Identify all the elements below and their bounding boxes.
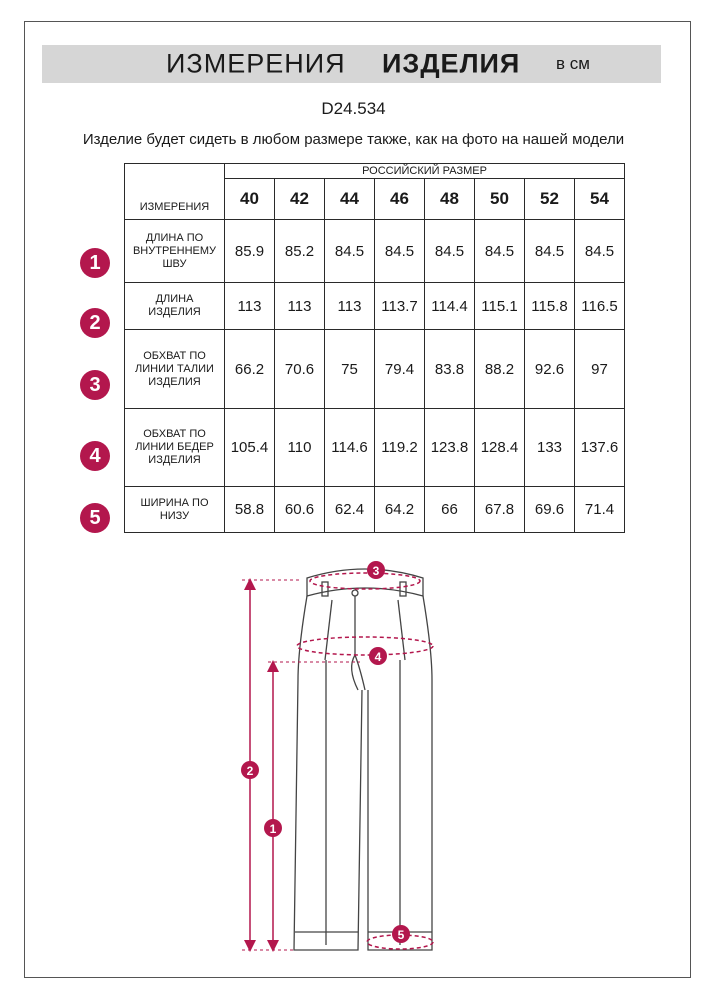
table-cell: 84.5 — [325, 220, 375, 283]
marker-5 — [392, 925, 410, 943]
row-label: ДЛИНА ПО ВНУТРЕННЕМУ ШВУ — [125, 220, 225, 283]
title-part-1: ИЗМЕРЕНИЯ — [166, 48, 346, 79]
title-part-2: ИЗДЕЛИЯ — [382, 48, 521, 79]
table-cell: 70.6 — [275, 330, 325, 409]
marker-1 — [264, 819, 282, 837]
table-cell: 137.6 — [575, 409, 625, 487]
waist-measurement — [310, 573, 420, 589]
table-cell: 84.5 — [575, 220, 625, 283]
table-cell: 119.2 — [375, 409, 425, 487]
row-number-badge: 5 — [80, 503, 110, 533]
table-cell: 84.5 — [425, 220, 475, 283]
table-cell: 133 — [525, 409, 575, 487]
table-cell: 110 — [275, 409, 325, 487]
measurement-header: ИЗМЕРЕНИЯ — [125, 164, 225, 220]
svg-text:2: 2 — [246, 764, 254, 778]
table-cell: 60.6 — [275, 487, 325, 533]
svg-text:1: 1 — [269, 822, 277, 836]
marker-2 — [241, 761, 259, 779]
table-cell: 115.8 — [525, 283, 575, 330]
title-unit: в см — [556, 54, 590, 73]
size-header-cell: 40 — [225, 179, 275, 220]
row-number-badge: 2 — [80, 308, 110, 338]
table-cell: 62.4 — [325, 487, 375, 533]
table-cell: 114.4 — [425, 283, 475, 330]
svg-text:3: 3 — [372, 564, 380, 578]
table-cell: 85.2 — [275, 220, 325, 283]
table-cell: 113 — [225, 283, 275, 330]
svg-text:5: 5 — [397, 928, 405, 942]
table-cell: 113 — [325, 283, 375, 330]
marker-3 — [367, 561, 385, 579]
row-number-badge: 3 — [80, 370, 110, 400]
table-cell: 67.8 — [475, 487, 525, 533]
table-cell: 64.2 — [375, 487, 425, 533]
table-cell: 84.5 — [525, 220, 575, 283]
table-cell: 69.6 — [525, 487, 575, 533]
size-system-header: РОССИЙСКИЙ РАЗМЕР — [225, 164, 625, 179]
hip-measurement — [297, 637, 433, 655]
table-cell: 114.6 — [325, 409, 375, 487]
table-cell: 84.5 — [475, 220, 525, 283]
table-cell: 75 — [325, 330, 375, 409]
table-cell: 115.1 — [475, 283, 525, 330]
svg-text:4: 4 — [374, 650, 382, 664]
trousers-outline — [294, 569, 432, 950]
table-cell: 58.8 — [225, 487, 275, 533]
marker-4 — [369, 647, 387, 665]
table-cell: 123.8 — [425, 409, 475, 487]
table-cell: 79.4 — [375, 330, 425, 409]
row-number-badge: 1 — [80, 248, 110, 278]
table-cell: 113.7 — [375, 283, 425, 330]
size-header-cell: 42 — [275, 179, 325, 220]
row-label: ОБХВАТ ПО ЛИНИИ БЕДЕР ИЗДЕЛИЯ — [125, 409, 225, 487]
table-cell: 88.2 — [475, 330, 525, 409]
row-number-badge: 4 — [80, 441, 110, 471]
table-cell: 113 — [275, 283, 325, 330]
row-label: ОБХВАТ ПО ЛИНИИ ТАЛИИ ИЗДЕЛИЯ — [125, 330, 225, 409]
size-header-cell: 52 — [525, 179, 575, 220]
table-cell: 105.4 — [225, 409, 275, 487]
size-header-cell: 46 — [375, 179, 425, 220]
inseam-measurement — [268, 662, 360, 946]
fit-note: Изделие будет сидеть в любом размере также, как на фото на нашей модели — [82, 131, 625, 148]
table-cell: 66 — [425, 487, 475, 533]
size-header-cell: 54 — [575, 179, 625, 220]
row-label: ШИРИНА ПО НИЗУ — [125, 487, 225, 533]
size-header-cell: 44 — [325, 179, 375, 220]
table-cell: 97 — [575, 330, 625, 409]
row-label: ДЛИНА ИЗДЕЛИЯ — [125, 283, 225, 330]
table-cell: 116.5 — [575, 283, 625, 330]
size-header-cell: 48 — [425, 179, 475, 220]
table-cell: 66.2 — [225, 330, 275, 409]
table-cell: 83.8 — [425, 330, 475, 409]
table-cell: 84.5 — [375, 220, 425, 283]
table-cell: 85.9 — [225, 220, 275, 283]
table-cell: 92.6 — [525, 330, 575, 409]
size-header-cell: 50 — [475, 179, 525, 220]
product-code: D24.534 — [321, 99, 386, 118]
table-cell: 71.4 — [575, 487, 625, 533]
table-cell: 128.4 — [475, 409, 525, 487]
